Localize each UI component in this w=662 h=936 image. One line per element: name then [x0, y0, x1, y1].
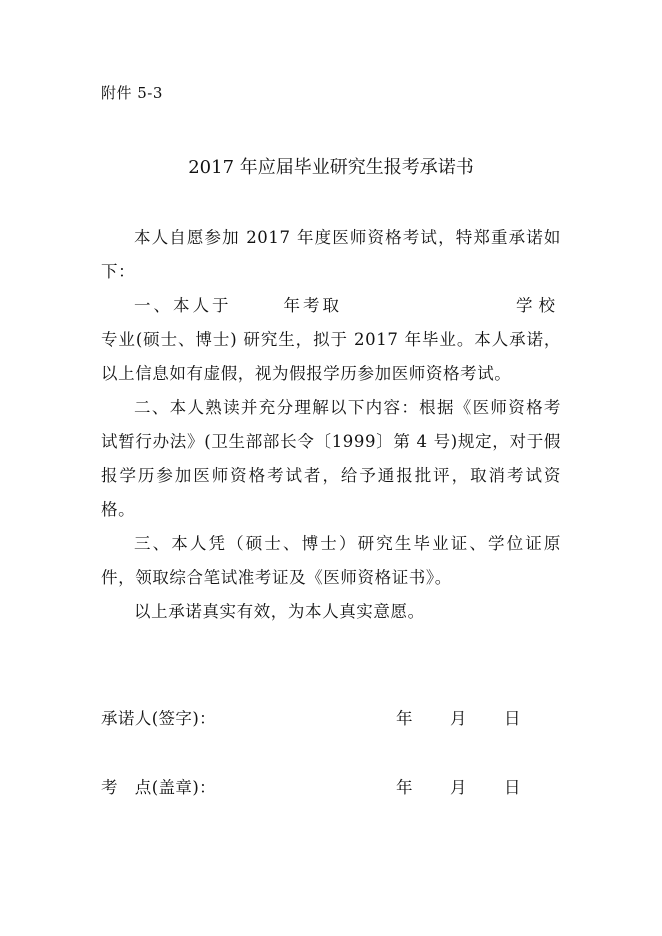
school-blank — [354, 289, 504, 323]
document-title: 2017 年应届毕业研究生报考承诺书 — [188, 157, 474, 178]
intro-paragraph: 本人自愿参加 2017 年度医师资格考试，特郑重承诺如下： — [101, 228, 561, 281]
attachment-label: 附件 5-3 — [101, 84, 163, 102]
item1-part-b: 年考取 — [283, 296, 342, 315]
document-body — [101, 221, 561, 629]
item1-part-c: 学校 — [516, 296, 561, 315]
item1-continuation: 专业(硕士、博士) 研究生，拟于 2017 年毕业。本人承诺，以上信息如有虚假，视为假报学历参加医师资格考试。 — [101, 330, 561, 383]
closing-paragraph: 以上承诺真实有效，为本人真实意愿。 — [134, 602, 425, 621]
item1-first-line — [101, 289, 561, 323]
promisor-label: 承诺人(签字)： — [101, 709, 217, 728]
promisor-signature-row — [101, 705, 558, 729]
promisor-year: 年 — [396, 709, 413, 728]
item2-paragraph: 二、本人熟读并充分理解以下内容：根据《医师资格考试暂行办法》(卫生部部长令〔1999〕第 4 号)规定，对于假报学历参加医师资格考试者，给予通报批评，取消考试资格。 — [101, 398, 561, 519]
promisor-month: 月 — [450, 709, 467, 728]
item1-part-a: 一、本人于 — [134, 296, 232, 315]
site-seal-row — [101, 774, 558, 798]
site-year: 年 — [396, 778, 413, 797]
site-label: 考 点(盖章)： — [101, 778, 217, 797]
site-day: 日 — [504, 778, 521, 797]
site-month: 月 — [450, 778, 467, 797]
item3-paragraph: 三、本人凭（硕士、博士）研究生毕业证、学位证原件，领取综合笔试准考证及《医师资格证书》。 — [101, 534, 561, 587]
promisor-day: 日 — [504, 709, 521, 728]
